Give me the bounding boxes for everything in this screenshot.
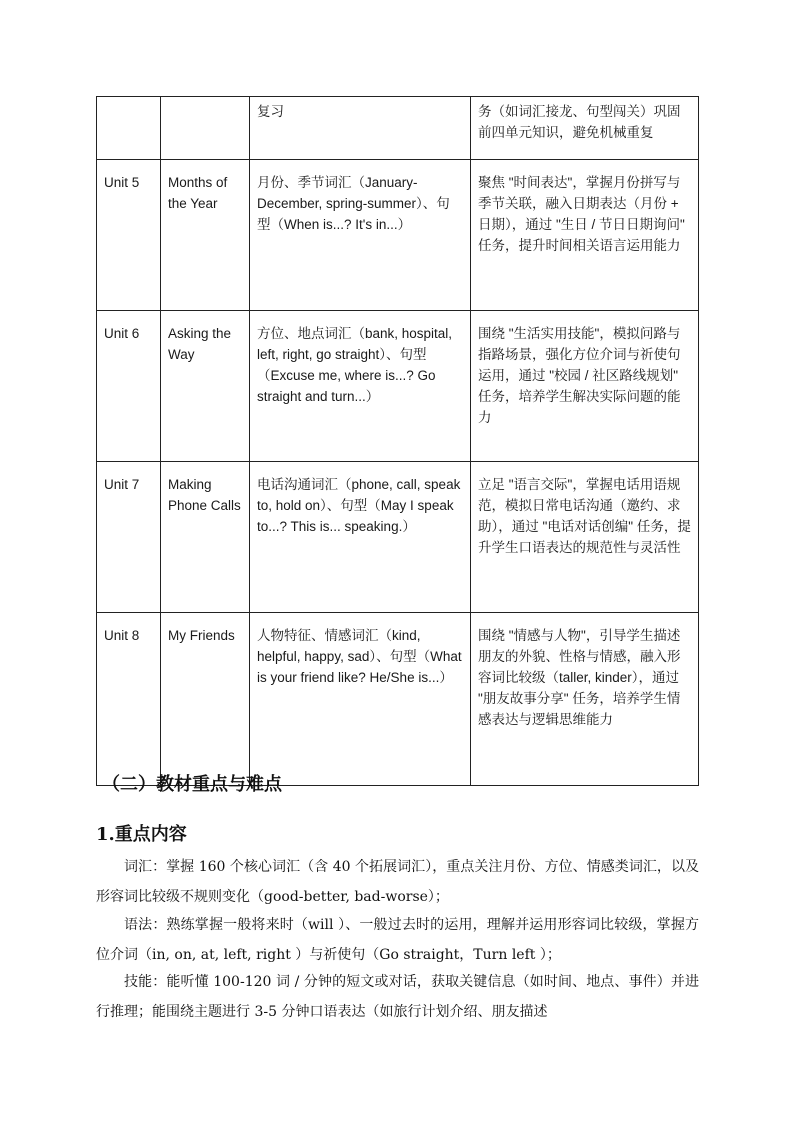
content-cell: 月份、季节词汇（January-December, spring-summer）、句型（When is...? It's in...）: [250, 160, 471, 311]
section-heading: （二）教材重点与难点: [102, 774, 282, 795]
paragraph-skills: 技能：能听懂 100-120 词 / 分钟的短文或对话，获取关键信息（如时间、地点、事件）并进行推理；能围绕主题进行 3-5 分钟口语表达（如旅行计划介绍、朋友描述: [96, 974, 699, 1020]
unit-cell: [97, 97, 161, 160]
content-cell: 方位、地点词汇（bank, hospital, left, right, go straight）、句型（Excuse me, where is...? Go straight and turn...）: [250, 311, 471, 462]
topic-cell: Asking the Way: [161, 311, 250, 462]
table-row: [97, 462, 699, 613]
sub-heading: 1.重点内容: [96, 824, 187, 845]
goal-cell: 立足 "语言交际"，掌握电话用语规范，模拟日常电话沟通（邀约、求助），通过 "电话对话创编" 任务，提升学生口语表达的规范性与灵活性: [471, 462, 699, 613]
table-row: [97, 613, 699, 786]
goal-cell: 务（如词汇接龙、句型闯关）巩固前四单元知识，避免机械重复: [471, 97, 699, 160]
topic-cell: Making Phone Calls: [161, 462, 250, 613]
paragraph-vocabulary: 词汇：掌握 160 个核心词汇（含 40 个拓展词汇），重点关注月份、方位、情感类词汇，以及形容词比较级不规则变化（good-better, bad-worse）；: [96, 859, 699, 905]
table-row: [97, 97, 699, 160]
goal-cell: 围绕 "情感与人物"，引导学生描述朋友的外貌、性格与情感，融入形容词比较级（taller, kinder），通过 "朋友故事分享" 任务，培养学生情感表达与逻辑思维能力: [471, 613, 699, 786]
paragraph-grammar: 语法：熟练掌握一般将来时（will ）、一般过去时的运用，理解并运用形容词比较级，掌握方位介词（in, on, at, left, right ）与祈使句（Go straight，Turn left ）；: [96, 917, 699, 963]
table-row: [97, 311, 699, 462]
topic-cell: My Friends: [161, 613, 250, 786]
unit-cell: Unit 7: [97, 462, 161, 613]
unit-cell: Unit 8: [97, 613, 161, 786]
content-cell: 人物特征、情感词汇（kind, helpful, happy, sad）、句型（What is your friend like? He/She is...）: [250, 613, 471, 786]
content-cell: 复习: [250, 97, 471, 160]
unit-cell: Unit 5: [97, 160, 161, 311]
goal-cell: 聚焦 "时间表达"，掌握月份拼写与季节关联，融入日期表达（月份 + 日期），通过 "生日 / 节日日期询问" 任务，提升时间相关语言运用能力: [471, 160, 699, 311]
topic-cell: Months of the Year: [161, 160, 250, 311]
goal-cell: 围绕 "生活实用技能"，模拟问路与指路场景，强化方位介词与祈使句运用，通过 "校园 / 社区路线规划" 任务，培养学生解决实际问题的能力: [471, 311, 699, 462]
table-row: [97, 160, 699, 311]
unit-cell: Unit 6: [97, 311, 161, 462]
topic-cell: [161, 97, 250, 160]
unit-plan-table: [96, 96, 699, 786]
content-cell: 电话沟通词汇（phone, call, speak to, hold on）、句型（May I speak to...? This is... speaking.）: [250, 462, 471, 613]
